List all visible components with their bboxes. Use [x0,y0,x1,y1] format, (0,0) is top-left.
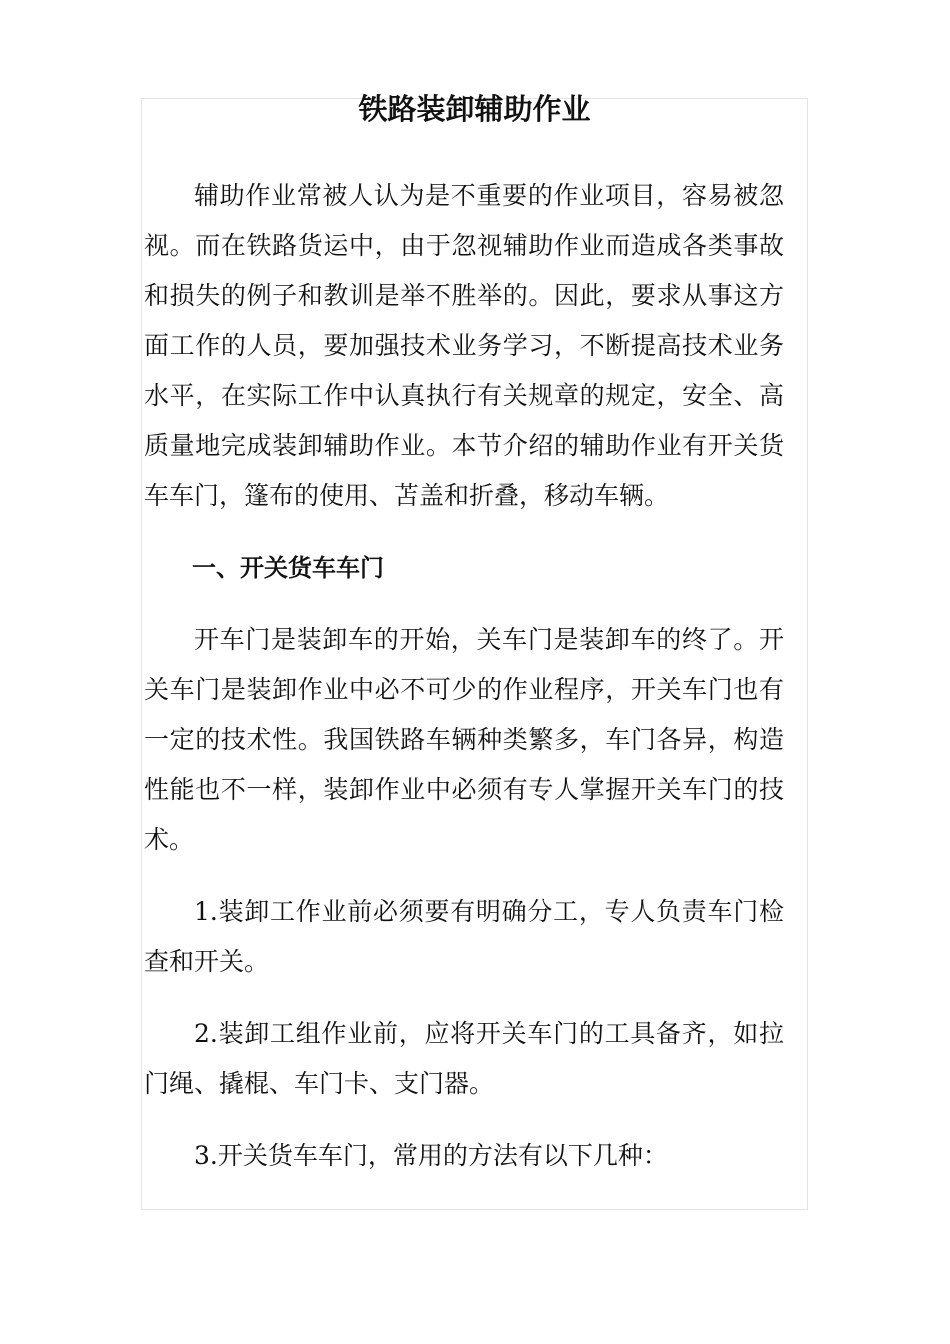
section-paragraph: 开车门是装卸车的开始，关车门是装卸车的终了。开关车门是装卸作业中必不可少的作业程序，开关车门也有一定的技术性。我国铁路车辆种类繁多，车门各异，构造性能也不一样，装卸作业中必须有专人掌握开关车门的技术。 [144,625,784,854]
list-item-1: 1.装卸工作业前必须要有明确分工，专人负责车门检查和开关。 [144,897,784,976]
list-item-3: 3.开关货车车门，常用的方法有以下几种： [194,1141,668,1170]
intro-paragraph: 辅助作业常被人认为是不重要的作业项目，容易被忽视。而在铁路货运中，由于忽视辅助作业而造成各类事故和损失的例子和教训是举不胜举的。因此，要求从事这方面工作的人员，要加强技术业务学习，不断提高技术业务水平，在实际工作中认真执行有关规章的规定，安全、高质量地完成装卸辅助作业。本节介绍的辅助作业有开关货车车门，篷布的使用、苫盖和折叠，移动车辆。 [144,181,784,510]
document-body [144,171,784,1181]
document-title: 铁路装卸辅助作业 [358,92,591,126]
section-heading: 一、开关货车车门 [192,554,384,582]
list-item-2: 2.装卸工组作业前，应将开关车门的工具备齐，如拉门绳、撬棍、车门卡、支门器。 [144,1019,784,1098]
